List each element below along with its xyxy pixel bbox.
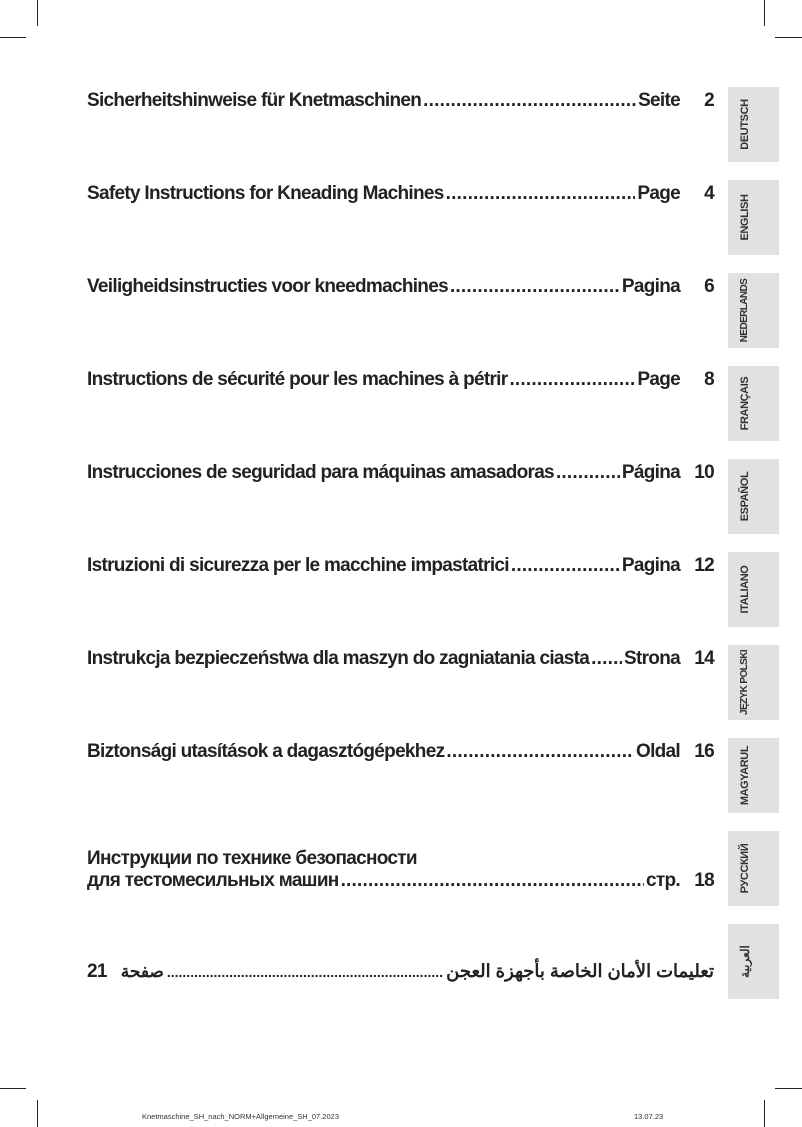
- dot-leader: [423, 90, 636, 112]
- toc-entry-russian-line1[interactable]: Инструкции по технике безопасности: [87, 848, 417, 869]
- page-number: 18: [694, 870, 714, 891]
- page-label: Page: [637, 369, 680, 390]
- language-tab-francais[interactable]: [728, 366, 779, 441]
- dot-leader: [167, 964, 443, 980]
- toc-entry-english[interactable]: [87, 183, 714, 207]
- language-tab-polski[interactable]: [728, 645, 779, 720]
- crop-mark-bottom-left-h: [0, 1088, 26, 1089]
- page-label: Pagina: [621, 276, 680, 297]
- toc-entry-title: Safety Instructions for Kneading Machines: [87, 183, 444, 204]
- toc-entry-italiano[interactable]: [87, 555, 714, 579]
- page-number: 8: [704, 369, 714, 390]
- page-label: Página: [621, 462, 680, 483]
- tab-label: NEDERLANDS: [739, 278, 750, 343]
- crop-mark-top-left-v: [37, 0, 38, 26]
- dot-leader: [450, 276, 620, 298]
- dot-leader: [446, 183, 636, 205]
- tab-label: DEUTSCH: [739, 99, 751, 150]
- language-tab-magyarul[interactable]: [728, 738, 779, 813]
- page-number: 12: [694, 555, 714, 576]
- footer-filename: Knetmaschine_SH_nach_NORM+Allgemeine_SH_07.2023: [142, 1112, 339, 1121]
- language-tab-russian[interactable]: [728, 831, 779, 906]
- toc-entry-nederlands[interactable]: [87, 276, 714, 300]
- crop-mark-top-left-h: [0, 37, 26, 38]
- toc-entry-title: Instrukcja bezpieczeństwa dla maszyn do zagniatania ciasta: [87, 648, 590, 669]
- toc-entry-title: تعليمات الأمان الخاصة بأجهزة العجن: [446, 961, 714, 981]
- page-label: Strona: [624, 648, 680, 669]
- toc-entry-arabic[interactable]: [87, 961, 714, 987]
- toc-entry-magyarul[interactable]: [87, 741, 714, 765]
- toc-entry-francais[interactable]: [87, 369, 714, 393]
- dot-leader: [556, 462, 620, 484]
- crop-mark-bottom-right-h: [775, 1088, 802, 1089]
- dot-leader: [509, 369, 635, 391]
- toc-entry-title: Instrucciones de seguridad para máquinas amasadoras: [87, 462, 554, 483]
- page-label: Page: [637, 183, 680, 204]
- page-number: 10: [694, 462, 714, 483]
- crop-mark-bottom-right-v: [764, 1100, 765, 1127]
- crop-mark-top-right-v: [764, 0, 765, 26]
- page-number: 14: [694, 648, 714, 669]
- toc-entry-polski[interactable]: [87, 648, 714, 672]
- page-number: 6: [704, 276, 714, 297]
- language-tab-espanol[interactable]: [728, 459, 779, 534]
- toc-entry-espanol[interactable]: [87, 462, 714, 486]
- toc-entry-title: Sicherheitshinweise für Knetmaschinen: [87, 90, 422, 111]
- page-label: Oldal: [635, 741, 680, 762]
- tab-label: ENGLISH: [739, 194, 751, 241]
- language-tab-arabic[interactable]: [728, 924, 779, 999]
- toc-entry-title: Istruzioni di sicurezza per le macchine impastatrici: [87, 555, 509, 576]
- page-label: стр.: [646, 870, 680, 891]
- tab-label: MAGYARUL: [739, 745, 751, 806]
- toc-entry-deutsch[interactable]: [87, 90, 714, 114]
- dot-leader: [591, 648, 622, 670]
- footer-date: 13.07.23: [634, 1112, 664, 1121]
- page-label: Pagina: [621, 555, 680, 576]
- dot-leader: [511, 555, 620, 577]
- language-tab-nederlands[interactable]: [728, 273, 779, 348]
- toc-entry-title: для тестомесильных машин: [87, 870, 339, 891]
- crop-mark-top-right-h: [775, 37, 802, 38]
- toc-entry-title: Instructions de sécurité pour les machines à pétrir: [87, 369, 508, 390]
- tab-label: العربية: [738, 945, 752, 978]
- page-number: 2: [704, 90, 714, 111]
- language-tab-english[interactable]: [728, 180, 779, 255]
- crop-mark-bottom-left-v: [37, 1100, 38, 1127]
- tab-label: ITALIANO: [739, 565, 751, 614]
- tab-label: ESPAÑOL: [739, 471, 751, 522]
- language-tab-deutsch[interactable]: [728, 87, 779, 162]
- language-tab-italiano[interactable]: [728, 552, 779, 627]
- dot-leader: [446, 741, 634, 763]
- page-label: صفحة: [120, 962, 164, 981]
- page-number: 16: [694, 741, 714, 762]
- tab-label: РУССКИЙ: [739, 843, 751, 894]
- toc-entry-title: Biztonsági utasítások a dagasztógépekhez: [87, 741, 445, 762]
- dot-leader: [341, 870, 644, 892]
- page-number: 21: [87, 961, 107, 982]
- tab-label: JĘZYK POLSKI: [739, 649, 750, 715]
- tab-label: FRANÇAIS: [739, 376, 751, 431]
- page-number: 4: [704, 183, 714, 204]
- toc-entry-title: Veiligheidsinstructies voor kneedmachines: [87, 276, 448, 297]
- page-label: Seite: [638, 90, 680, 111]
- toc-entry-russian[interactable]: [87, 870, 714, 894]
